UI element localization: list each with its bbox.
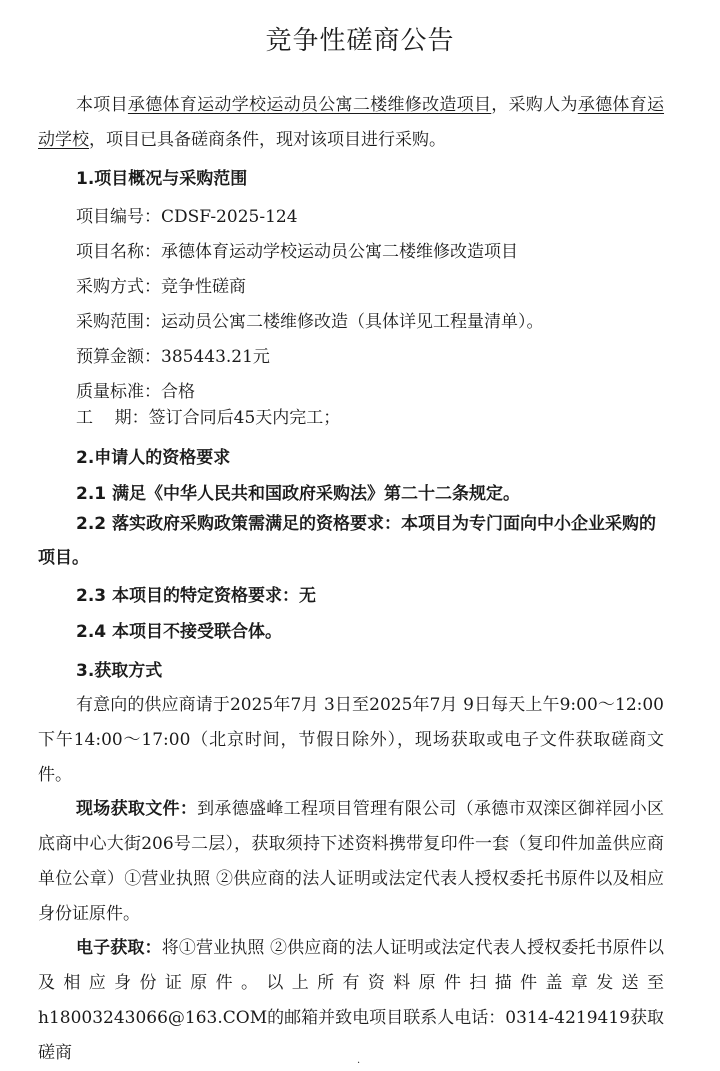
onsite-text: 到承德盛峰工程项目管理有限公司（承德市双滦区御祥园小区底商中心大街206号二层），获取须持下述资料携带复印件一套（复印件加盖供应商单位公章）①营业执照 ②供应商的法人证明或法定代表人授权委托书原件以及相应身份证原件。 xyxy=(38,799,665,924)
field-value: 竞争性磋商 xyxy=(161,277,246,297)
field-label: 项目编号： xyxy=(76,207,161,227)
field-label: 质量标准： xyxy=(76,382,161,402)
intro-paragraph xyxy=(38,88,664,158)
field-procurement-method xyxy=(76,274,246,300)
qualification-item: 2.1 满足《中华人民共和国政府采购法》第二十二条规定。 xyxy=(76,484,521,504)
field-label: 工 期： xyxy=(76,408,149,428)
field-label: 预算金额： xyxy=(76,347,161,367)
onsite-acquisition-paragraph xyxy=(38,792,664,932)
electronic-label: 电子获取： xyxy=(76,938,162,958)
field-value: 承德体育运动学校运动员公寓二楼维修改造项目 xyxy=(161,242,518,262)
intro-prefix: 本项目 xyxy=(76,95,128,115)
electronic-text: 将①营业执照 ②供应商的法人证明或法定代表人授权委托书原件以及相应身份证原件。以上所有资料原件扫描件盖章发送至h18003243066@163.COM的邮箱并致电项目联系人电话：0314-4219419获取磋商 xyxy=(38,938,665,1063)
field-value: CDSF-2025-124 xyxy=(161,207,298,227)
field-label: 采购范围： xyxy=(76,312,161,332)
acquisition-time-paragraph: 有意向的供应商请于2025年7月 3日至2025年7月 9日每天上午9:00～12:00下午14:00～17:00（北京时间，节假日除外），现场获取或电子文件获取磋商文件。 xyxy=(38,695,664,785)
field-project-number xyxy=(76,204,298,230)
field-procurement-scope xyxy=(76,309,544,335)
section1-heading: 1.项目概况与采购范围 xyxy=(76,169,248,189)
page-marker: · xyxy=(357,1058,361,1069)
qualification-item: 2.4 本项目不接受联合体。 xyxy=(76,622,283,642)
field-label: 采购方式： xyxy=(76,277,161,297)
section2-heading: 2.申请人的资格要求 xyxy=(76,448,231,468)
page-title: 竞争性磋商公告 xyxy=(265,26,455,56)
intro-project-name: 承德体育运动学校运动员公寓二楼维修改造项目 xyxy=(127,95,492,115)
field-value: 合格 xyxy=(161,382,195,402)
onsite-label: 现场获取文件： xyxy=(76,799,198,819)
field-value: 385443.21元 xyxy=(161,347,270,367)
field-project-name xyxy=(76,239,518,265)
field-value: 运动员公寓二楼维修改造（具体详见工程量清单）。 xyxy=(161,312,544,332)
field-value: 签订合同后45天内完工； xyxy=(148,408,341,428)
intro-mid: ，采购人为 xyxy=(491,95,578,115)
field-duration xyxy=(76,405,340,431)
qualification-item: 2.2 落实政府采购政策需满足的资格要求：本项目为专门面向中小企业采购的项目。 xyxy=(38,514,657,568)
intro-purchaser: 承德体育运动学校 xyxy=(38,95,665,150)
intro-suffix: ，项目已具备磋商条件，现对该项目进行采购。 xyxy=(89,130,446,150)
field-quality-standard xyxy=(76,379,195,405)
field-budget xyxy=(76,344,270,370)
qualification-item: 2.3 本项目的特定资格要求：无 xyxy=(76,586,317,606)
field-label: 项目名称： xyxy=(76,242,161,262)
electronic-acquisition-paragraph xyxy=(38,931,664,1071)
section3-heading: 3.获取方式 xyxy=(76,661,163,681)
